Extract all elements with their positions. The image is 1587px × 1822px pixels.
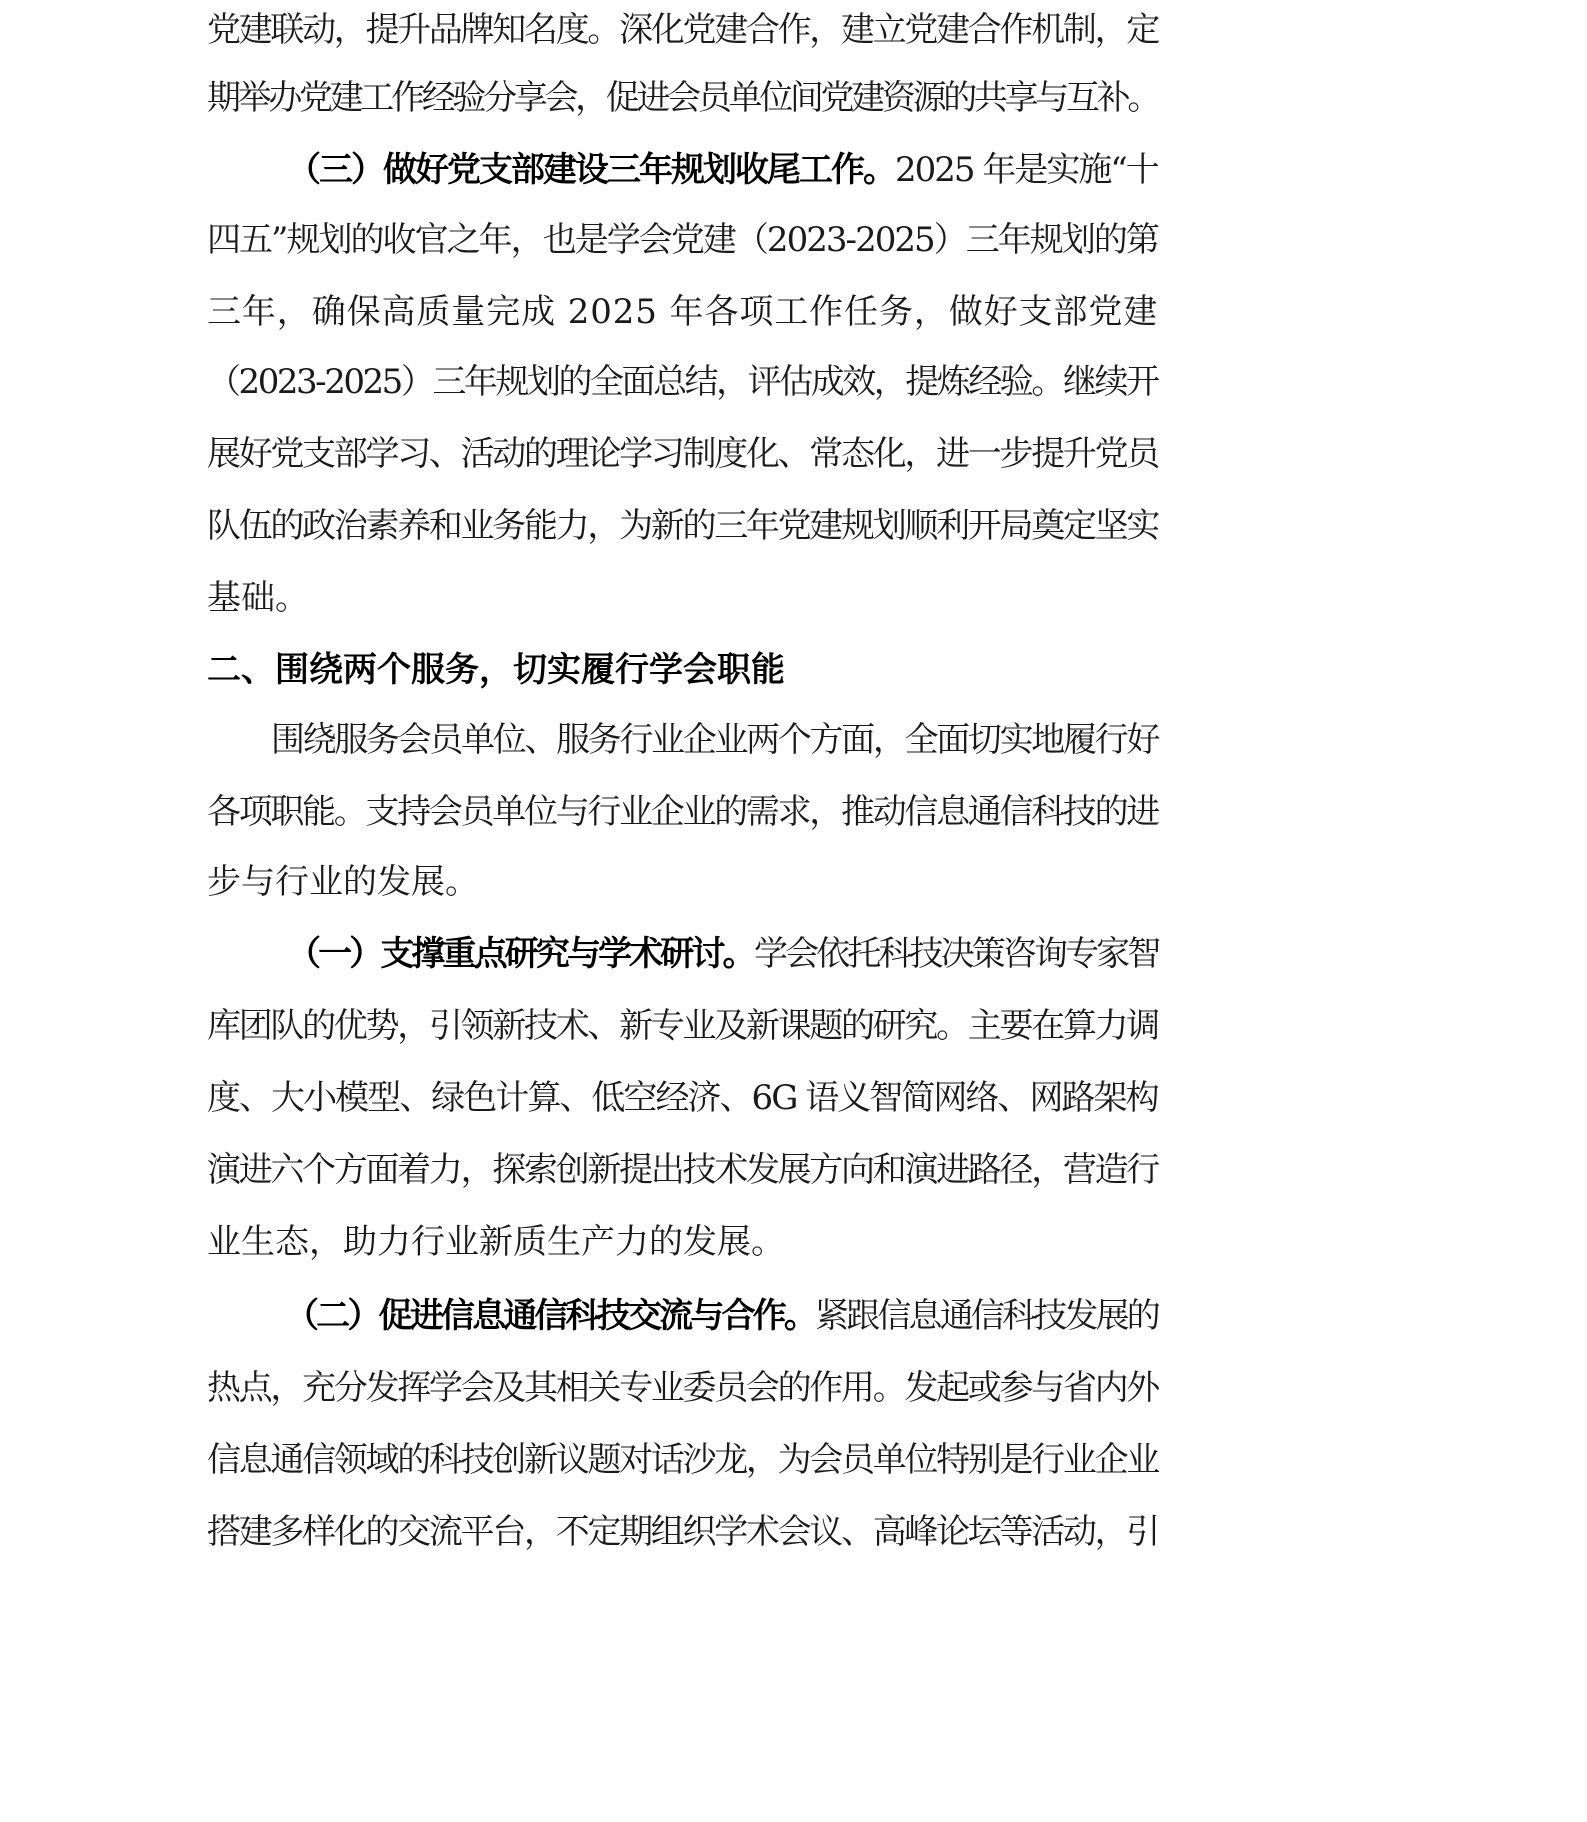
text-line <box>0 140 1587 200</box>
text-line <box>0 282 1587 342</box>
text-line <box>0 1502 1587 1562</box>
paragraph-text: 学会依托科技决策咨询专家智 <box>754 934 1159 974</box>
paragraph-text: 四五”规划的收官之年，也是学会党建（2023-2025）三年规划的第 <box>207 220 1158 260</box>
paragraph-text: 2025 年是实施“十 <box>895 150 1158 190</box>
text-line <box>0 852 1587 912</box>
text-line <box>0 782 1587 842</box>
paragraph-text: 度、大小模型、绿色计算、低空经济、6G 语义智简网络、网路架构 <box>207 1078 1158 1118</box>
subsection-title: （三）做好党支部建设三年规划收尾工作。 <box>287 150 895 190</box>
paragraph-text: （2023-2025）三年规划的全面总结，评估成效，提炼经验。继续开 <box>207 362 1158 402</box>
text-line <box>0 496 1587 556</box>
paragraph-text: 步与行业的发展。 <box>207 862 479 902</box>
section-heading: 二、围绕两个服务，切实履行学会职能 <box>207 650 785 690</box>
text-line <box>0 568 1587 628</box>
paragraph-text: 紧跟信息通信科技发展的 <box>815 1296 1158 1336</box>
paragraph-text: 库团队的优势，引领新技术、新专业及新课题的研究。主要在算力调 <box>207 1006 1158 1046</box>
text-line <box>0 710 1587 770</box>
text-line <box>0 640 1587 700</box>
paragraph-text: 三年，确保高质量完成 2025 年各项工作任务，做好支部党建 <box>207 292 1159 332</box>
paragraph-text: 展好党支部学习、活动的理论学习制度化、常态化，进一步提升党员 <box>207 434 1158 474</box>
text-line <box>0 1430 1587 1490</box>
text-line <box>0 0 1587 60</box>
text-line <box>0 1140 1587 1200</box>
paragraph-text: 各项职能。支持会员单位与行业企业的需求，推动信息通信科技的进 <box>207 792 1158 832</box>
text-line <box>0 210 1587 270</box>
paragraph-text: 热点，充分发挥学会及其相关专业委员会的作用。发起或参与省内外 <box>207 1368 1158 1408</box>
paragraph-text: 队伍的政治素养和业务能力，为新的三年党建规划顺利开局奠定坚实 <box>207 506 1158 546</box>
text-line <box>0 68 1587 128</box>
text-line <box>0 1358 1587 1418</box>
paragraph-text: 基础。 <box>207 578 309 618</box>
paragraph-text: 搭建多样化的交流平台，不定期组织学术会议、高峰论坛等活动，引 <box>207 1512 1158 1552</box>
text-line <box>0 996 1587 1056</box>
text-line <box>0 424 1587 484</box>
paragraph-text: 信息通信领域的科技创新议题对话沙龙，为会员单位特别是行业企业 <box>207 1440 1158 1480</box>
paragraph-text: 演进六个方面着力，探索创新提出技术发展方向和演进路径，营造行 <box>207 1150 1158 1190</box>
subsection-title: （一）支撑重点研究与学术研讨。 <box>287 934 754 974</box>
subsection-title: （二）促进信息通信科技交流与合作。 <box>285 1296 816 1336</box>
paragraph-text: 业生态，助力行业新质生产力的发展。 <box>207 1222 785 1262</box>
text-line <box>0 1068 1587 1128</box>
text-line <box>0 352 1587 412</box>
text-line <box>0 1212 1587 1272</box>
paragraph-text: 围绕服务会员单位、服务行业企业两个方面，全面切实地履行好 <box>271 720 1158 760</box>
text-line <box>0 924 1587 984</box>
paragraph-text: 党建联动，提升品牌知名度。深化党建合作，建立党建合作机制，定 <box>207 10 1158 50</box>
paragraph-text: 期举办党建工作经验分享会，促进会员单位间党建资源的共享与互补。 <box>207 78 1158 118</box>
text-line <box>0 1286 1587 1346</box>
